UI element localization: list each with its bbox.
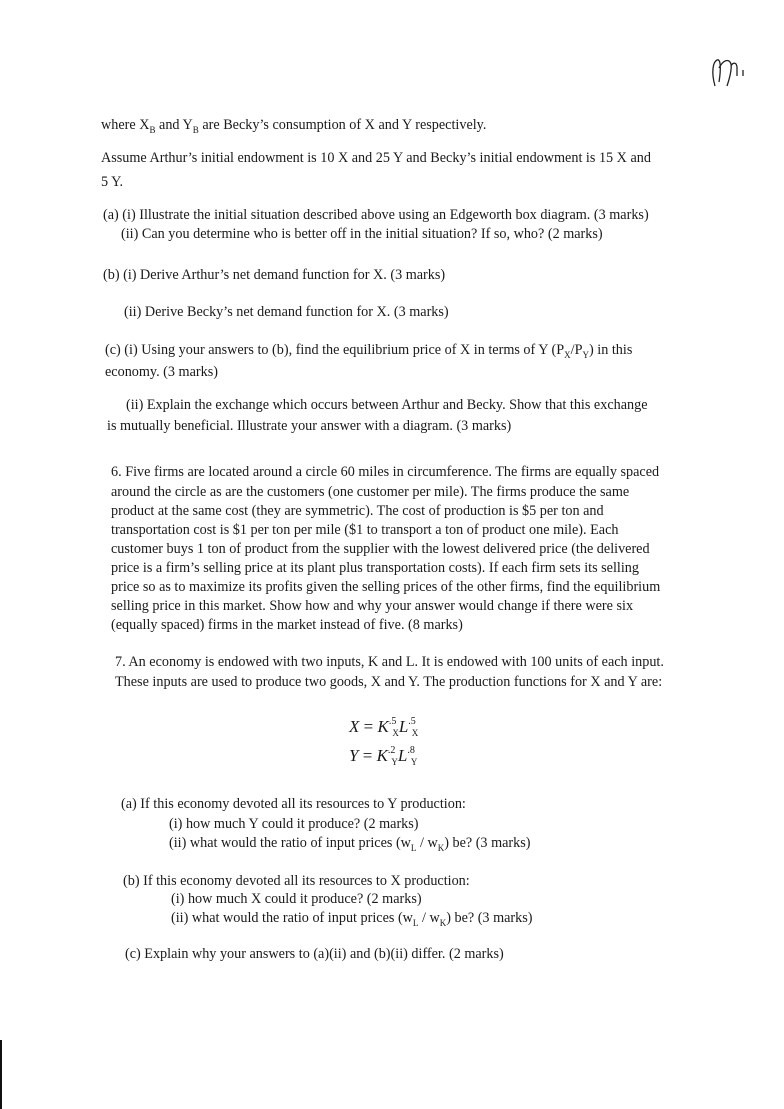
scan-margin-edge [0, 1040, 2, 1109]
q6-line: customer buys 1 ton of product from the supplier with the lowest delivered price (the delivered [111, 541, 650, 557]
assumption-line1: Assume Arthur’s initial endowment is 10 X and 25 Y and Becky’s initial endowment is 15 X and [101, 150, 651, 166]
assumption-line2: 5 Y. [101, 174, 124, 190]
q7-a-head: (a) If this economy devoted all its resources to Y production: [121, 796, 466, 812]
q6-line: transportation cost is $1 per ton per mile ($1 to transport a ton of product one mile). Each [111, 522, 619, 538]
q7-c: (c) Explain why your answers to (a)(ii) and (b)(ii) differ. (2 marks) [125, 946, 504, 962]
q7-a-i: (i) how much Y could it produce? (2 marks) [169, 816, 419, 832]
q7-b-ii: (ii) what would the ratio of input prices $(w_L / w_K)$ be? (3 marks) [171, 910, 533, 928]
q7-line2: These inputs are used to produce two goods, X and Y. The production functions for X and Y are: [115, 674, 663, 690]
q5-c-ii-line2: is mutually beneficial. Illustrate your answer with a diagram. (3 marks) [107, 418, 512, 434]
q5-a-ii: (ii) Can you determine who is better off in the initial situation? If so, who? (2 marks) [121, 226, 603, 242]
q6-line: price so as to maximize its profits given the selling prices of the other firms, find the equilibrium [111, 579, 661, 595]
q6-line: around the circle as are the customers (one customer per mile). The firms produce the same [111, 484, 630, 500]
production-function-x: $X = K^{.5}_XL^{.5}_X$ [349, 716, 419, 738]
q5-c-i-line1: (c) (i) Using your answers to (b), find the equilibrium price of X in terms of Y $(P_X/P_Y)$ in this [105, 342, 633, 360]
production-function-y: $Y = K^{.2}_YL^{.8}_Y$ [349, 745, 418, 767]
q7-line1: 7. An economy is endowed with two inputs, K and L. It is endowed with 100 units of each input. [115, 654, 664, 670]
q5-b-i: (b) (i) Derive Arthur’s net demand function for X. (3 marks) [103, 267, 446, 283]
q7-a-ii: (ii) what would the ratio of input prices $(w_L / w_K)$ be? (3 marks) [169, 835, 531, 853]
q7-b-head: (b) If this economy devoted all its resources to X production: [123, 873, 470, 889]
q5-b-ii: (ii) Derive Becky’s net demand function for X. (3 marks) [124, 304, 449, 320]
handwritten-initials [707, 52, 757, 92]
q5-a-i: (a) (i) Illustrate the initial situation described above using an Edgeworth box diagram. (3 marks) [103, 207, 649, 223]
q5-c-i-line2: economy. (3 marks) [105, 364, 218, 380]
q6-line: 6. Five firms are located around a circle 60 miles in circumference. The firms are equally spaced [111, 464, 660, 480]
q6-line: product at the same cost (they are symmetric). The cost of production is $5 per ton and [111, 503, 604, 519]
intro-text-line1: where $X_B$ and $Y_B$ are Becky’s consumption of X and Y respectively. [101, 117, 487, 135]
q6-line: selling price in this market. Show how and why your answer would change if there were six [111, 598, 634, 614]
q5-c-ii-line1: (ii) Explain the exchange which occurs between Arthur and Becky. Show that this exchange [126, 397, 648, 413]
q7-b-i: (i) how much X could it produce? (2 marks) [171, 891, 422, 907]
q6-line: price is a firm’s selling price at its plant plus transportation costs). If each firm sets its selling [111, 560, 639, 576]
q6-line: (equally spaced) firms in the market instead of five. (8 marks) [111, 617, 463, 633]
